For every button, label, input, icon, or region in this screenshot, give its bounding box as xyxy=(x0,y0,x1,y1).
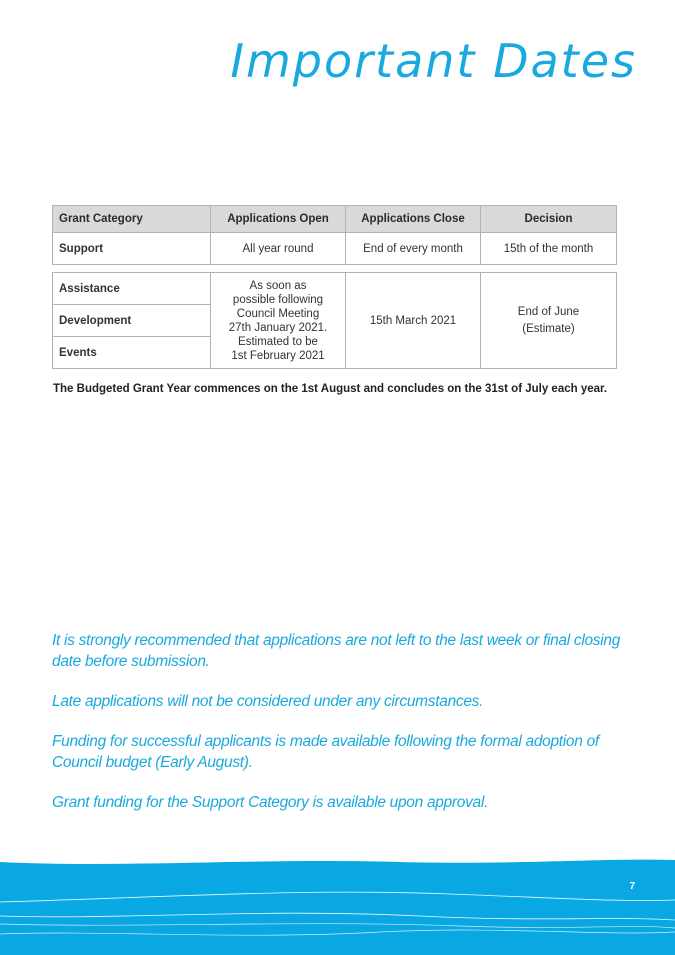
open-line: As soon as xyxy=(249,279,307,292)
table-row xyxy=(53,233,617,265)
open-line: 27th January 2021. xyxy=(228,321,328,334)
support-open: All year round xyxy=(211,233,346,265)
grant-dates-table-support xyxy=(52,205,617,265)
decision-line: (Estimate) xyxy=(522,322,575,335)
open-line: possible following xyxy=(232,293,324,306)
header-decision: Decision xyxy=(481,206,617,233)
other-decision xyxy=(481,273,617,369)
note-paragraph: Late applications will not be considered under any circumstances. xyxy=(52,693,484,710)
assistance-category: Assistance xyxy=(53,273,211,305)
other-close: 15th March 2021 xyxy=(346,273,481,369)
note-paragraph: Funding for successful applicants is made available following the formal adoption of Council budget (Early August). xyxy=(52,733,599,771)
grant-dates-table-other xyxy=(52,272,617,369)
table-header-row xyxy=(53,206,617,233)
support-decision: 15th of the month xyxy=(481,233,617,265)
note-paragraph: It is strongly recommended that applications are not left to the last week or final closing date before submission. xyxy=(52,632,621,670)
development-category: Development xyxy=(53,305,211,337)
header-grant-category: Grant Category xyxy=(53,206,211,233)
page-title: Important Dates xyxy=(230,34,637,88)
open-line: Council Meeting xyxy=(236,307,320,320)
support-category: Support xyxy=(53,233,211,265)
open-line: Estimated to be xyxy=(238,335,318,348)
decision-line: End of June xyxy=(517,305,580,318)
wave-footer-graphic xyxy=(0,850,675,955)
open-line: 1st February 2021 xyxy=(231,349,325,362)
support-close: End of every month xyxy=(346,233,481,265)
header-applications-open: Applications Open xyxy=(211,206,346,233)
table-row xyxy=(53,273,617,305)
other-open xyxy=(211,273,346,369)
notes-section xyxy=(52,630,622,832)
events-category: Events xyxy=(53,337,211,369)
grant-year-footnote: The Budgeted Grant Year commences on the 1st August and concludes on the 31st of July each year. xyxy=(53,383,608,395)
note-paragraph: Grant funding for the Support Category is available upon approval. xyxy=(52,794,489,811)
wave-background xyxy=(0,860,675,955)
page-number: 7 xyxy=(629,881,635,892)
header-applications-close: Applications Close xyxy=(346,206,481,233)
